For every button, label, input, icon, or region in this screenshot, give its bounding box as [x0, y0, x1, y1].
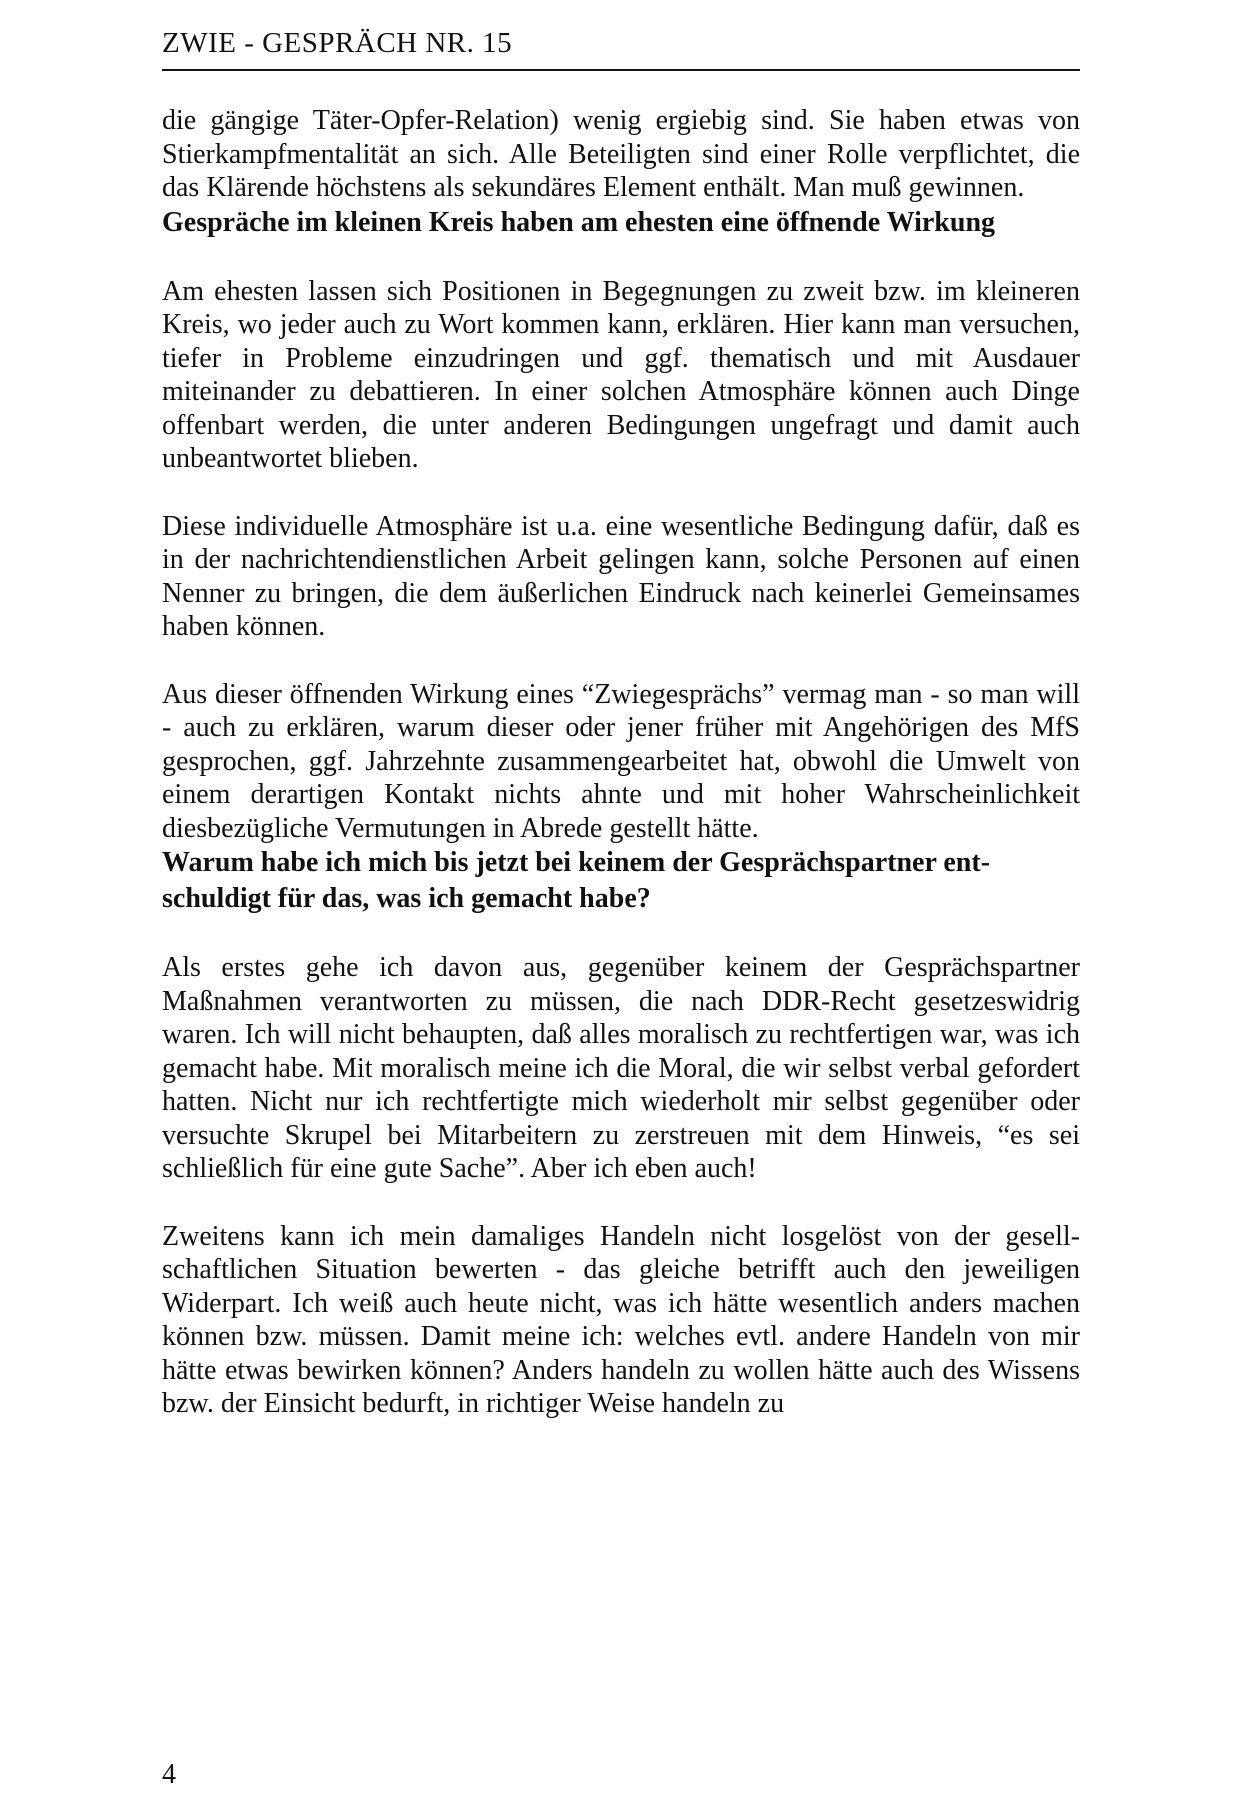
paragraph-3: Diese individuelle Atmosphäre ist u.a. eine wesentliche Bedingung dafür, daß es in der nachrichtendienstlichen Arbeit gelingen kann, solche Personen auf einen Nenner zu bringen, die dem äußerlichen Eindruck nach keinerlei Gemeinsames haben können.: [162, 510, 1080, 642]
paragraph-5: Als erstes gehe ich davon aus, gegenüber keinem der Gesprächspartner Maßnahmen verantworten zu müssen, die nach DDR-Recht gesetzeswidrig waren. Ich will nicht behaupten, daß alles moralisch zu rechtfertigen war, was ich gemacht habe. Mit moralisch meine ich die Moral, die wir selbst verbal gefordert hatten. Nicht nur ich rechtfertigte mich wiederholt mir selbst gegenüber oder versuchte Skrupel bei Mitarbeitern zu zerstreuen mit dem Hinweis, “es sei schließlich für eine gute Sache”. Aber ich eben auch!: [162, 952, 1080, 1184]
header-rule: [162, 69, 1080, 71]
section-heading-1: Gespräche im kleinen Kreis haben am ehesten eine öffnende Wirkung: [162, 206, 996, 238]
page-number: 4: [162, 1759, 176, 1790]
body-text: [162, 104, 1080, 1421]
running-header: ZWIE - GESPRÄCH NR. 15: [162, 27, 513, 59]
paragraph-2: Am ehesten lassen sich Positionen in Begegnungen zu zweit bzw. im kleineren Kreis, wo jeder auch zu Wort kommen kann, erklären. Hier kann man versuchen, tiefer in Probleme einzudringen und ggf. thematisch und mit Ausdauer miteinander zu debattieren. In einer solchen Atmosphäre können auch Dinge offenbart werden, die unter anderen Bedingungen ungefragt und damit auch unbeantwortet blieben.: [162, 275, 1080, 474]
paragraph-4: Aus dieser öffnenden Wirkung eines “Zwiegesprächs” vermag man - so man will - auch zu erklären, warum dieser oder jener früher mit Angehörigen des MfS gesprochen, ggf. Jahrzehnte zusammengearbeitet hat, obwohl die Umwelt von einem derartigen Kontakt nichts ahnte und mit hoher Wahrscheinlichkeit diesbezügliche Vermutungen in Abrede gestellt hätte.: [162, 678, 1080, 844]
paragraph-1: die gängige Täter-Opfer-Relation) wenig ergiebig sind. Sie haben etwas von Stierkampfmentalität an sich. Alle Beteiligten sind einer Rolle verpflichtet, die das Klärende höchstens als sekundäres Element enthält. Man muß gewinnen.: [162, 105, 1080, 203]
section-heading-2: Warum habe ich mich bis jetzt bei keinem der Gesprächspartner entschuldigt für das, was ich gemacht habe?: [162, 847, 991, 914]
paragraph-6: Zweitens kann ich mein damaliges Handeln nicht losgelöst von der gesellschaftlichen Situation bewerten - das gleiche betrifft auch den jeweiligen Widerpart. Ich weiß auch heute nicht, was ich hätte wesentlich anders machen können bzw. müssen. Damit meine ich: welches evtl. andere Handeln von mir hätte etwas bewirken können? Anders handeln zu wollen hätte auch des Wissens bzw. der Einsicht bedurft, in richtiger Weise handeln zu: [162, 1220, 1080, 1419]
